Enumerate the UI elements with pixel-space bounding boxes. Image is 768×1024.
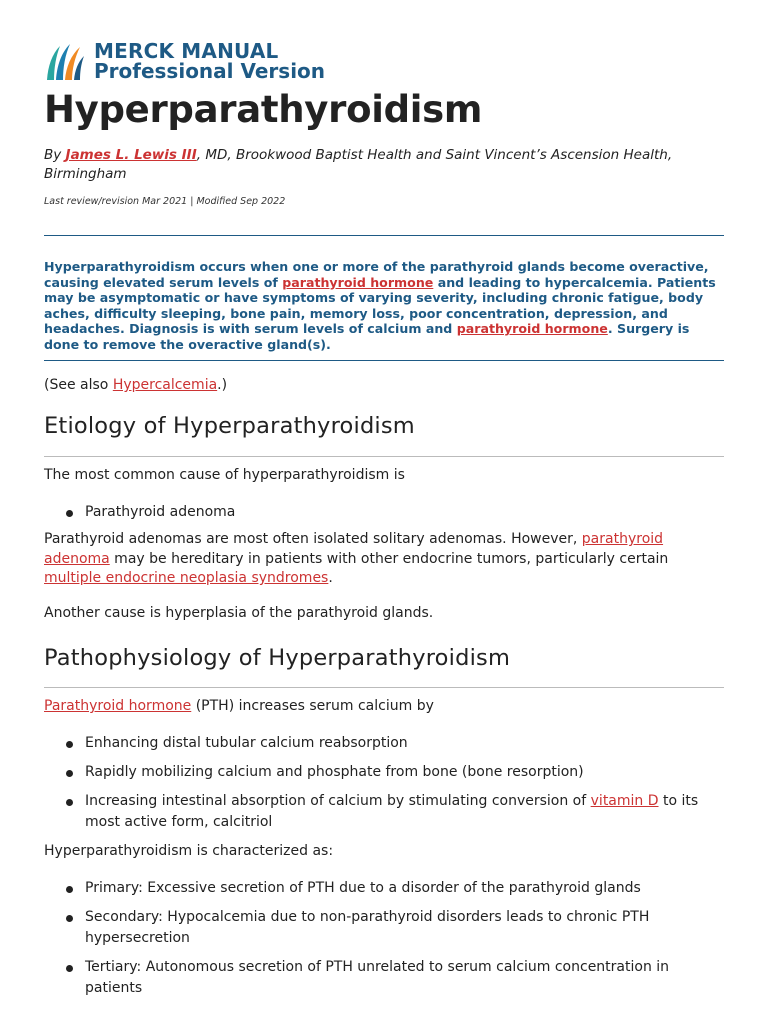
- patho-intro-text: (PTH) increases serum calcium by: [191, 698, 434, 714]
- see-also: [44, 376, 724, 396]
- list-item: Secondary: Hypocalcemia due to non-parathyroid disorders leads to chronic PTH hypersecretion: [44, 907, 724, 949]
- patho-intro: [44, 697, 724, 717]
- byline: [44, 146, 724, 184]
- vitamin-d-link[interactable]: vitamin D: [590, 793, 659, 809]
- etiology-text-3: .: [328, 570, 333, 586]
- merck-manual-logo[interactable]: [44, 40, 325, 82]
- logo-text: [94, 41, 325, 81]
- see-also-suffix: .): [217, 377, 228, 393]
- pathophysiology-heading: Pathophysiology of Hyperparathyroidism: [44, 645, 511, 671]
- etiology-cause-list: [44, 502, 724, 523]
- list-item: Enhancing distal tubular calcium reabsorption: [44, 733, 724, 754]
- etiology-text-1: Parathyroid adenomas are most often isolated solitary adenomas. However,: [44, 531, 582, 547]
- etiology-hyperplasia: Another cause is hyperplasia of the parathyroid glands.: [44, 605, 434, 621]
- b3-text-1: Increasing intestinal absorption of calcium by stimulating conversion of: [85, 793, 591, 809]
- logo-subtitle: Professional Version: [94, 59, 326, 83]
- list-item: Rapidly mobilizing calcium and phosphate from bone (bone resorption): [44, 762, 724, 783]
- pathophysiology-divider: [44, 687, 724, 688]
- etiology-intro: The most common cause of hyperparathyroidism is: [44, 467, 405, 483]
- list-item: Tertiary: Autonomous secretion of PTH unrelated to serum calcium concentration in patients: [44, 957, 724, 999]
- pth-action-list: [44, 733, 724, 833]
- etiology-text-2: may be hereditary in patients with other endocrine tumors, particularly certain: [109, 550, 669, 567]
- summary-text-1: Hyperparathyroidism occurs when one or more of the parathyroid glands become overactive, causing elevated serum levels of: [44, 259, 709, 290]
- merck-logo-icon: [44, 40, 86, 82]
- list-item: [44, 791, 724, 833]
- characterized-text: Hyperparathyroidism is characterized as:: [44, 843, 334, 859]
- summary-bottom-divider: [44, 360, 724, 361]
- byline-affiliation: , MD, Brookwood Baptist Health and Saint Vincent’s Ascension Health, Birmingham: [44, 147, 673, 182]
- topic-summary: [44, 259, 724, 353]
- author-link[interactable]: James L. Lewis III: [65, 147, 197, 163]
- list-item: Primary: Excessive secretion of PTH due to a disorder of the parathyroid glands: [44, 878, 724, 899]
- summary-pth-link-1[interactable]: parathyroid hormone: [282, 274, 434, 290]
- list-item: Parathyroid adenoma: [44, 502, 724, 523]
- summary-pth-link-2[interactable]: parathyroid hormone: [456, 321, 608, 337]
- revision-date: Last review/revision Mar 2021 | Modified Sep 2022: [44, 196, 286, 207]
- logo-title: MERCK MANUAL: [94, 39, 279, 63]
- see-also-prefix: (See also: [44, 377, 113, 393]
- summary-text-3: . Surgery is done to remove the overactive gland(s).: [44, 321, 690, 352]
- pth-link[interactable]: Parathyroid hormone: [44, 698, 192, 714]
- hypercalcemia-link[interactable]: Hypercalcemia: [112, 377, 218, 393]
- page-title: Hyperparathyroidism: [44, 88, 483, 131]
- parathyroid-adenoma-link[interactable]: parathyroid adenoma: [44, 531, 664, 567]
- etiology-divider: [44, 456, 724, 457]
- hyperparathyroidism-types-list: [44, 878, 724, 999]
- b3-text-2: to its most active form, calcitriol: [85, 793, 699, 830]
- summary-top-divider: [44, 235, 724, 236]
- summary-text-2: and leading to hypercalcemia. Patients may be asymptomatic or have symptoms of varying severity, including chronic fatigue, body aches, difficulty sleeping, bone pain, memory loss, poor concentration, depression, and headaches. Diagnosis is with serum levels of calcium and: [44, 274, 716, 337]
- men-syndromes-link[interactable]: multiple endocrine neoplasia syndromes: [44, 570, 329, 586]
- byline-prefix: By: [44, 147, 66, 163]
- etiology-heading: Etiology of Hyperparathyroidism: [44, 413, 415, 439]
- etiology-paragraph: [44, 530, 724, 589]
